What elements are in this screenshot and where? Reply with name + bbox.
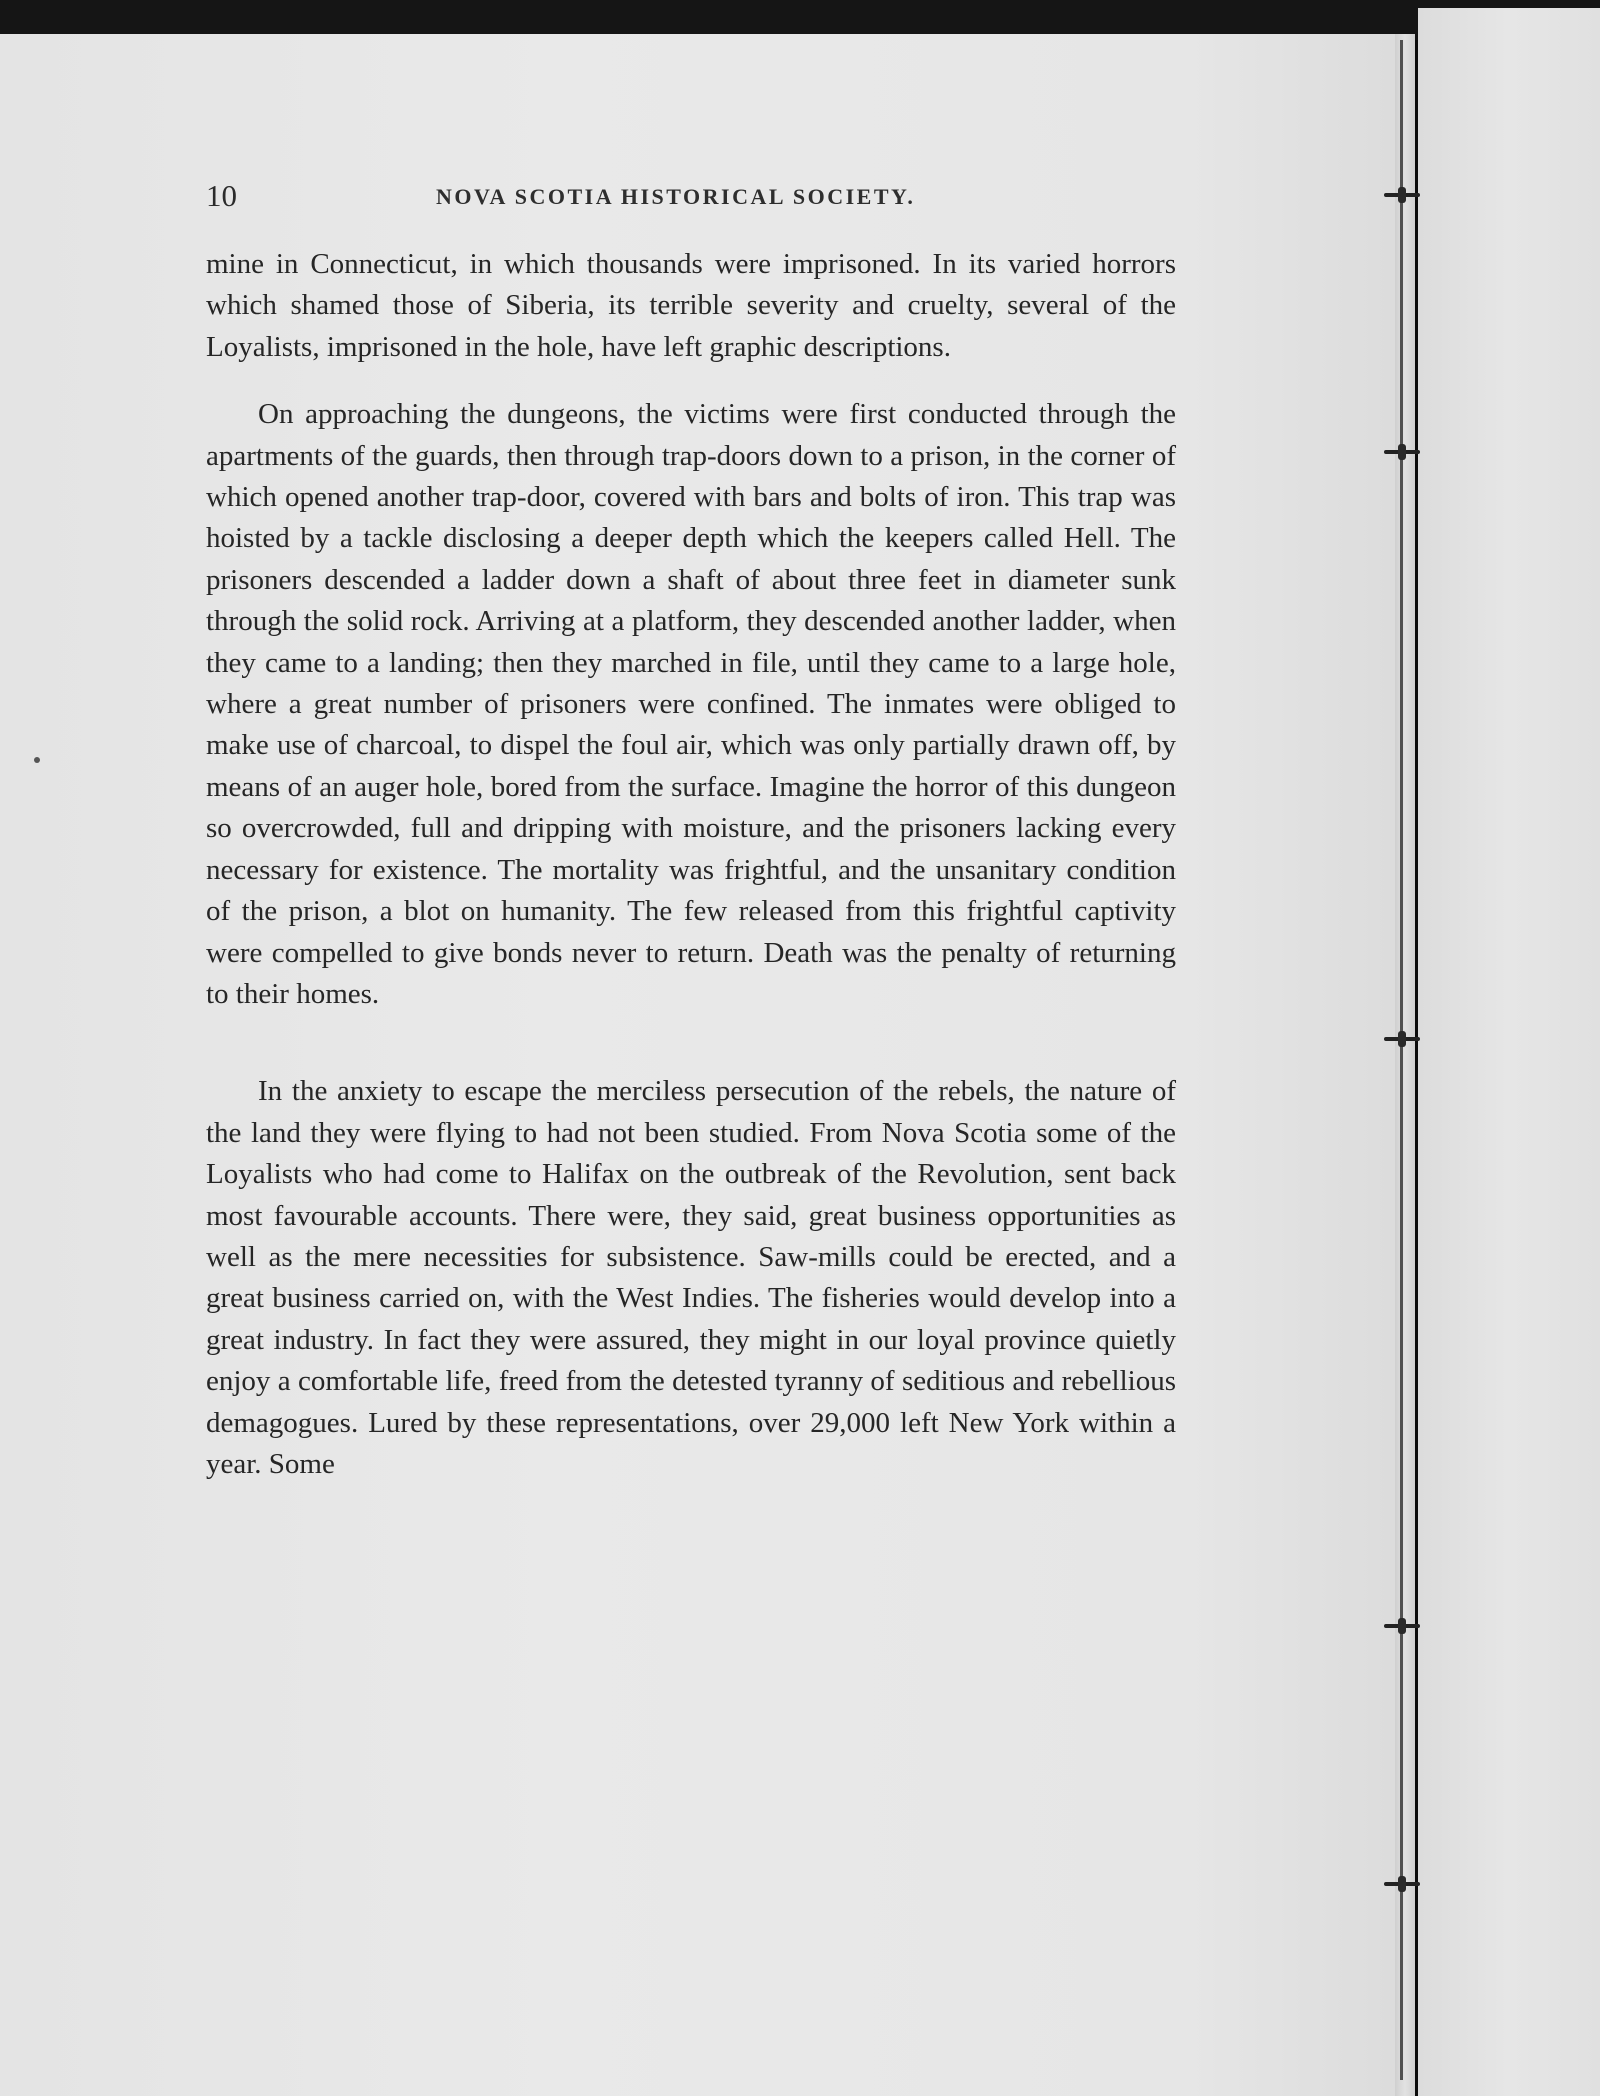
paragraph: mine in Connecticut, in which thousands were imprisoned. In its varied horrors which shamed those of Siberia, its terrible severity and cruelty, several of the Loyalists, imprisoned in the hole, have left graphic descriptions. — [206, 248, 1176, 363]
binding-stitch — [1384, 193, 1420, 197]
running-head: NOVA SCOTIA HISTORICAL SOCIETY. — [436, 184, 916, 209]
binding-thread — [1400, 40, 1403, 2080]
facing-page — [1418, 8, 1600, 2096]
page-gutter — [1395, 34, 1415, 2096]
paragraph: On approaching the dungeons, the victims were first conducted through the apartments of the guards, then through trap-doors down to a prison, in the corner of which opened another trap-door, covered with bars and bolts of iron. This trap was hoisted by a tackle disclosing a deeper depth which the keepers called Hell. The prisoners descended a ladder down a shaft of about three feet in diameter sunk through the solid rock. Arriving at a platform, they descended another ladder, when they came to a landing; then they marched in file, until they came to a large hole, where a great number of prisoners were confined. The inmates were obliged to make use of charcoal, to dispel the foul air, which was only partially drawn off, by means of an auger hole, bored from the surface. Imagine the horror of this dungeon so overcrowded, full and dripping with moisture, and the prisoners lacking every necessary for existence. The mortality was frightful, and the unsanitary condition of the prison, a blot on humanity. The few released from this frightful captivity were compelled to give bonds never to return. Death was the penalty of returning to their homes. — [206, 398, 1176, 1010]
body-text — [206, 244, 1176, 1485]
binding-stitch — [1384, 450, 1420, 454]
page-speck — [34, 757, 40, 763]
binding-stitch — [1384, 1037, 1420, 1041]
page-number: 10 — [206, 178, 237, 213]
binding-stitch — [1384, 1882, 1420, 1886]
page-header — [206, 178, 1206, 218]
binding-stitch — [1384, 1624, 1420, 1628]
paragraph: In the anxiety to escape the merciless persecution of the rebels, the nature of the land they were flying to had not been studied. From Nova Scotia some of the Loyalists who had come to Halifax on the outbreak of the Revolution, sent back most favourable accounts. There were, they said, great business opportunities as well as the mere necessities for subsistence. Saw-mills could be erected, and a great business carried on, with the West Indies. The fisheries would develop into a great industry. In fact they were assured, they might in our loyal province quietly enjoy a comfortable life, freed from the detested tyranny of seditious and rebellious demagogues. Lured by these representations, over 29,000 left New York within a year. Some — [206, 1075, 1176, 1480]
